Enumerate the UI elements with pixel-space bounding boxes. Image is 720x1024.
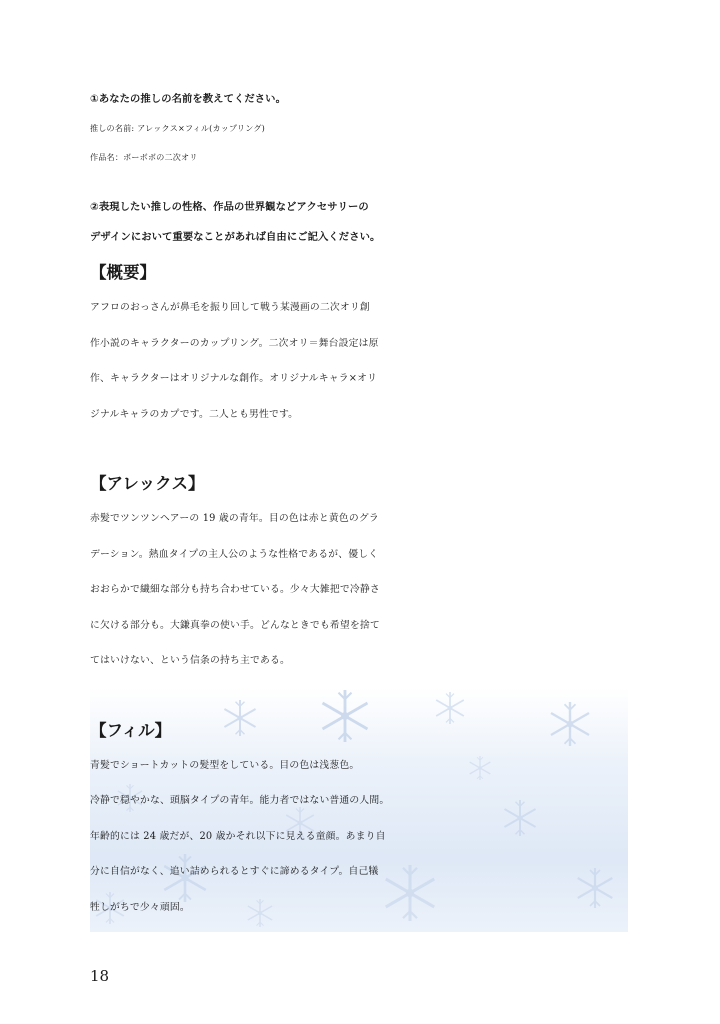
- phil-line: 年齢的には 24 歳だが、20 歳かそれ以下に見える童顔。あまり自: [90, 830, 386, 842]
- overview-line: ジナルキャラのカプです。二人とも男性です。: [90, 408, 299, 420]
- overview-line: アフロのおっさんが鼻毛を振り回して戦う某漫画の二次オリ創: [90, 302, 370, 313]
- phil-line: 冷静で穏やかな、頭脳タイプの青年。能力者ではない普通の人間。: [90, 795, 390, 806]
- question1-heading: ①あなたの推しの名前を教えてください。: [90, 93, 286, 105]
- question2-heading-line1: ②表現したい推しの性格、作品の世界観などアクセサリーの: [90, 201, 369, 213]
- overview-paragraph: [90, 290, 635, 432]
- work-title-answer: 作品名：ボーボボの二次オリ: [90, 152, 198, 162]
- main-content: [90, 84, 635, 925]
- alex-line: デーション。熱血タイプの主人公のような性格であるが、優しく: [90, 548, 379, 560]
- alex-line: 赤髪でツンツンヘアーの 19 歳の青年。目の色は赤と黄色のグラ: [90, 513, 379, 524]
- phil-paragraph: [90, 748, 635, 926]
- overview-line: 作小説のキャラクターのカップリング。二次オリ＝舞台設定は原: [90, 337, 379, 349]
- alex-paragraph: [90, 501, 635, 679]
- phil-line: 分に自信がなく、追い詰められるとすぐに諦めるタイプ。自己犠: [90, 866, 379, 877]
- alex-line: おおらかで繊細な部分も持ち合わせている。少々大雑把で冷静さ: [90, 584, 380, 595]
- question2-heading-line2: デザインにおいて重要なことがあれば自由にご記入ください。: [90, 231, 381, 243]
- overview-label: 【概要】: [90, 263, 156, 282]
- phil-label: 【フィル】: [90, 720, 172, 740]
- phil-line: 青髪でショートカットの髪型をしている。目の色は浅葱色。: [90, 759, 360, 771]
- page-number: 18: [90, 967, 110, 985]
- phil-line: 牲しがちで少々頑固。: [90, 901, 190, 913]
- overview-line: 作、キャラクターはオリジナルな創作。オリジナルキャラ×オリ: [90, 373, 378, 384]
- oshi-name-answer: 推しの名前: アレックス×フィル(カップリング): [90, 123, 265, 133]
- alex-label: 【アレックス】: [90, 474, 205, 493]
- alex-line: に欠ける部分も。大鎌真拳の使い手。どんなときでも希望を捨て: [90, 619, 380, 631]
- alex-line: てはいけない、という信条の持ち主である。: [90, 655, 290, 666]
